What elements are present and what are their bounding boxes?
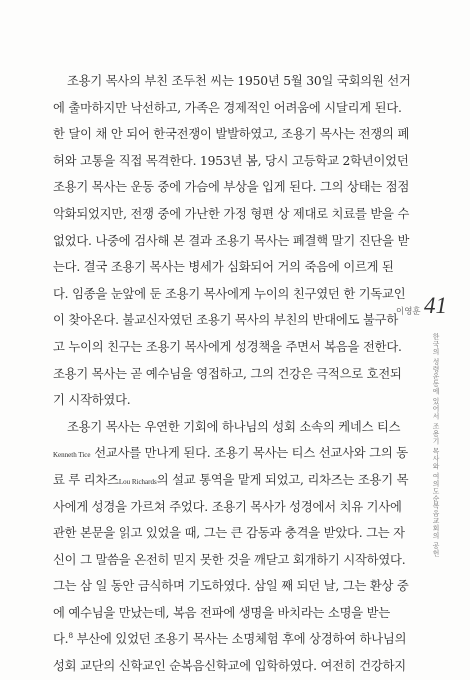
text-line: 허와 고통을 직접 목격한다. 1953년 봄, 당시 고등학교 2학년이었던: [53, 153, 409, 168]
paragraph-2-lines: [53, 494, 409, 627]
text-line: 관한 본문을 읽고 있었을 때, 그는 큰 감동과 충격을 받았다. 그는 자: [53, 526, 405, 541]
text-line: 그는 삼 일 동안 금식하며 기도하였다. 삼일 째 되던 날, 그는 환상 중: [53, 579, 409, 594]
english-name: Lou Richards: [118, 477, 157, 486]
text-line: 조용기 목사의 부친 조두천 씨는 1950년 5월 30일 국회의원 선거: [67, 74, 411, 88]
author-name: 이영훈: [396, 307, 421, 317]
text-line: [53, 626, 407, 653]
text-line: 조용기 목사는 곧 예수님을 영접하고, 그의 건강은 극적으로 호전되: [53, 366, 402, 381]
text-line: 성회 교단의 신학교인 순복음신학교에 입학하였다. 여전히 건강하지: [53, 659, 406, 674]
text-span: 의 설교 통역을 맡게 되었고, 리차즈는 조용기 목: [156, 472, 409, 487]
text-line: 에 예수님을 만났는데, 복음 전파에 생명을 바치라는 소명을 받는: [53, 605, 391, 620]
text-line: 에 출마하지만 낙선하고, 가족은 경제적인 어려움에 시달리게 된다.: [53, 100, 402, 115]
text-line: 신이 그 말씀을 온전히 믿지 못한 것을 깨닫고 회개하기 시작하였다.: [53, 552, 406, 567]
text-span: 다.: [53, 632, 69, 647]
paragraph-2-last-lines: [53, 653, 406, 680]
text-line: 사에게 성경을 가르쳐 주었다. 조용기 목사가 성경에서 치유 기사에: [53, 499, 402, 514]
text-line: 고 누이의 친구는 조용기 목사에게 성경책을 주면서 복음을 전한다.: [53, 339, 402, 354]
text-span: 료 루 리차즈: [53, 472, 119, 487]
text-line: 악화되었지만, 전쟁 중에 가난한 가정 형편 상 제대로 치료를 받을 수: [53, 206, 410, 221]
text-line: 다. 임종을 눈앞에 둔 조용기 목사에게 누이의 친구였던 한 기독교인: [53, 286, 406, 301]
text-line: 기 시작하였다.: [53, 393, 131, 408]
text-line: 조용기 목사는 우연한 기회에 하나님의 성회 소속의 케네스 티스: [67, 419, 401, 434]
text-span: 선교사를 만나게 된다. 조용기 목사는 티스 선교사와 그의 동: [90, 446, 408, 461]
text-line: [53, 440, 408, 467]
text-span: 부산에 있었던 조용기 목사는 소명체험 후에 상경하여 하나님의: [72, 632, 407, 647]
english-name: Kenneth Tice: [53, 451, 91, 460]
footnote-marker[interactable]: 8: [68, 631, 73, 641]
text-line: 는다. 결국 조용기 목사는 병세가 심화되어 거의 죽음에 이르게 된: [53, 260, 394, 275]
page-number: 41: [424, 293, 447, 318]
text-line: 한 달이 채 안 되어 한국전쟁이 발발하였고, 조용기 목사는 전쟁의 폐: [53, 127, 410, 142]
text-line: 조용기 목사는 운동 중에 가슴에 부상을 입게 된다. 그의 상태는 점점: [53, 180, 410, 195]
running-title: 한국의 성령운동에 있어서 조용기 목사와 여의도순복음교회의 공헌: [431, 333, 439, 557]
paragraph-2: [53, 414, 409, 680]
text-line: [53, 467, 409, 494]
text-line: 이 찾아온다. 불교신자였던 조용기 목사의 부친의 반대에도 불구하: [53, 313, 398, 328]
text-line: 없었다. 나중에 검사해 본 결과 조용기 목사는 폐결핵 말기 진단을 받: [53, 233, 410, 248]
